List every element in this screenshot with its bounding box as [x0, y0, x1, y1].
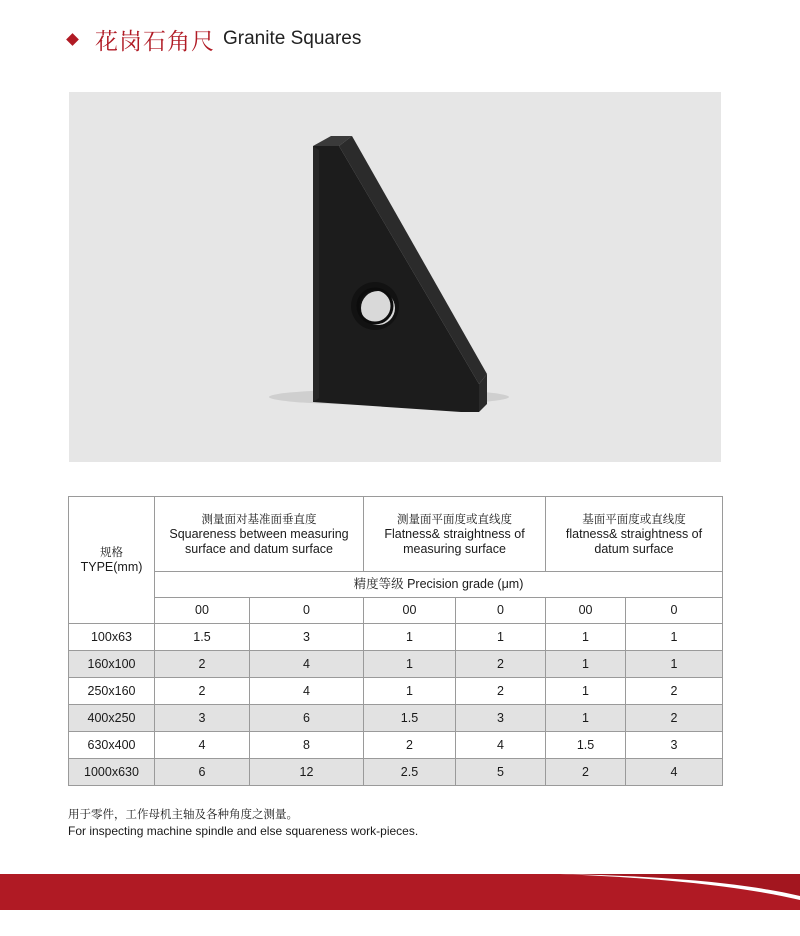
value-cell: 1: [364, 624, 456, 651]
type-header-cell: [69, 497, 155, 624]
value-cell: 1: [546, 651, 626, 678]
value-cell: 2: [456, 651, 546, 678]
value-cell: 2: [155, 651, 250, 678]
specification-table: [68, 496, 723, 786]
value-cell: 2: [626, 678, 723, 705]
value-cell: 1.5: [155, 624, 250, 651]
type-cell: 160x100: [69, 651, 155, 678]
grade-cell: 0: [626, 598, 723, 624]
value-cell: 1: [546, 678, 626, 705]
group-label-en: Flatness& straightness of: [384, 526, 525, 541]
group-header-measuring-flatness: [364, 497, 546, 572]
group-label-en: surface and datum surface: [185, 541, 333, 556]
grade-cell: 00: [155, 598, 250, 624]
type-label-en: TYPE(mm): [80, 560, 143, 574]
grade-cell: 00: [364, 598, 456, 624]
value-cell: 2: [546, 759, 626, 786]
table-row: [69, 732, 723, 759]
grade-cell: 0: [250, 598, 364, 624]
value-cell: 6: [155, 759, 250, 786]
value-cell: 6: [250, 705, 364, 732]
type-cell: 250x160: [69, 678, 155, 705]
type-cell: 1000x630: [69, 759, 155, 786]
value-cell: 3: [456, 705, 546, 732]
usage-note: [68, 806, 418, 840]
table-row: [69, 678, 723, 705]
type-label-zh: 规格: [100, 545, 123, 559]
group-label-zh: 测量面对基准面垂直度: [201, 511, 317, 526]
granite-square-illustration: [69, 92, 721, 462]
diamond-bullet-icon: [66, 33, 79, 46]
title-english: Granite Squares: [223, 28, 362, 49]
group-header-datum-flatness: [546, 497, 723, 572]
value-cell: 1: [626, 651, 723, 678]
type-cell: 630x400: [69, 732, 155, 759]
group-label-zh: 基面平面度或直线度: [582, 511, 686, 526]
group-label-zh: 测量面平面度或直线度: [397, 511, 512, 526]
table-row: [69, 705, 723, 732]
grade-cell: 00: [546, 598, 626, 624]
group-header-squareness: [155, 497, 364, 572]
value-cell: 1: [546, 705, 626, 732]
value-cell: 1: [546, 624, 626, 651]
value-cell: 4: [155, 732, 250, 759]
precision-grade-header: 精度等级 Precision grade (μm): [155, 572, 723, 598]
value-cell: 1.5: [364, 705, 456, 732]
value-cell: 2: [456, 678, 546, 705]
value-cell: 1: [456, 624, 546, 651]
product-photo: [69, 92, 721, 462]
value-cell: 2: [626, 705, 723, 732]
value-cell: 1: [364, 678, 456, 705]
type-cell: 400x250: [69, 705, 155, 732]
footer-decorative-band: [0, 874, 800, 910]
value-cell: 5: [456, 759, 546, 786]
value-cell: 4: [250, 651, 364, 678]
value-cell: 12: [250, 759, 364, 786]
grade-cell: 0: [456, 598, 546, 624]
value-cell: 4: [250, 678, 364, 705]
value-cell: 4: [626, 759, 723, 786]
page-header: [68, 24, 361, 54]
table-row: [69, 759, 723, 786]
value-cell: 1.5: [546, 732, 626, 759]
usage-note-zh: 用于零件，工作母机主轴及各种角度之测量。: [68, 807, 298, 821]
group-label-en: Squareness between measuring: [169, 526, 349, 541]
value-cell: 4: [456, 732, 546, 759]
value-cell: 8: [250, 732, 364, 759]
value-cell: 2.5: [364, 759, 456, 786]
value-cell: 2: [155, 678, 250, 705]
group-label-en: measuring surface: [403, 541, 506, 556]
value-cell: 3: [626, 732, 723, 759]
value-cell: 1: [626, 624, 723, 651]
usage-note-en: For inspecting machine spindle and else squareness work-pieces.: [68, 824, 419, 838]
type-cell: 100x63: [69, 624, 155, 651]
value-cell: 3: [250, 624, 364, 651]
table-row: [69, 624, 723, 651]
group-label-en: datum surface: [594, 541, 674, 556]
value-cell: 1: [364, 651, 456, 678]
table-row: [69, 651, 723, 678]
value-cell: 2: [364, 732, 456, 759]
group-label-en: flatness& straightness of: [565, 526, 703, 541]
title-chinese: 花岗石角尺: [95, 28, 215, 55]
value-cell: 3: [155, 705, 250, 732]
